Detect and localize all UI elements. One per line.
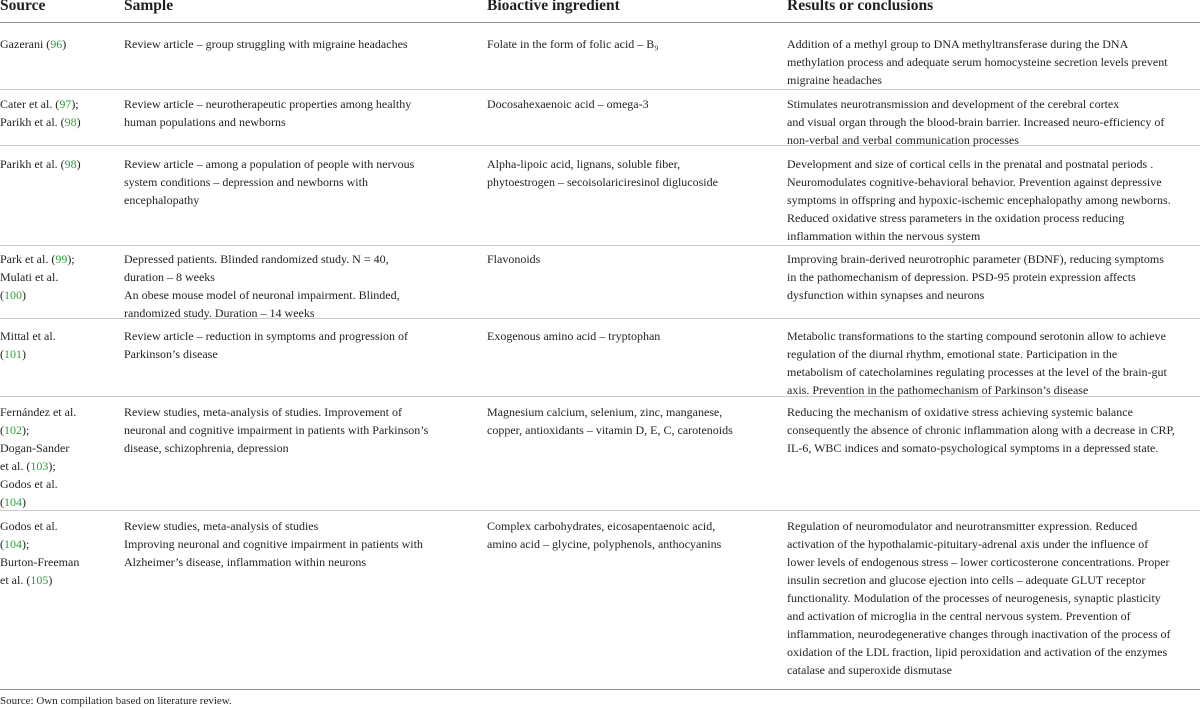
cell-sample: Review article – reduction in symptoms and progression of Parkinson’s disease — [124, 329, 408, 361]
citation-link[interactable]: 100 — [4, 288, 22, 302]
citation-link[interactable]: 104 — [4, 537, 22, 551]
cell-source — [0, 250, 118, 304]
cell-results: Development and size of cortical cells in the prenatal and postnatal periods . Neuromodulates cognitive-behavioral behavior. Prevention against depressive symptoms in offspring and hypoxic-ischemic encephalopathy among newborns. Reduced oxidative stress parameters in the oxidation process reducing inflammation within the nervous system — [787, 157, 1171, 243]
row-divider — [0, 89, 1200, 90]
source-text: ) — [22, 288, 26, 302]
citation-link[interactable]: 96 — [50, 37, 63, 51]
cell-sample: Review article – neurotherapeutic properties among healthy human populations and newborns — [124, 97, 412, 129]
source-text: Godos et al. ( — [0, 519, 58, 551]
cell-source — [0, 155, 118, 173]
cell-source — [0, 35, 118, 53]
cell-ingredient: Folate in the form of folic acid – B₉ — [487, 37, 659, 51]
header-results: Results or conclusions — [787, 0, 934, 14]
cell-sample: Review article – among a population of people with nervous system conditions – depression and newborns with encephalopathy — [124, 157, 415, 207]
source-text: Parikh et al. ( — [0, 157, 65, 171]
header-source: Source — [0, 0, 46, 14]
cell-results: Stimulates neurotransmission and development of the cerebral cortex and visual organ through the blood-brain barrier. Increased neuro-efficiency of non-verbal and verbal communication processes — [787, 97, 1165, 147]
cell-source — [0, 403, 118, 511]
row-divider — [0, 245, 1200, 246]
source-text: ); Godos et al. ( — [0, 459, 58, 509]
citation-link[interactable]: 98 — [64, 115, 77, 129]
source-text: ) — [76, 115, 81, 129]
header-sample: Sample — [124, 0, 174, 14]
source-text: ); Burton-Freeman et al. ( — [0, 537, 80, 587]
citation-link[interactable]: 105 — [30, 573, 49, 587]
table-footnote: Source: Own compilation based on literature review. — [0, 695, 232, 707]
source-text: Cater et al. ( — [0, 97, 60, 111]
cell-results: Reducing the mechanism of oxidative stress achieving systemic balance consequently the absence of chronic inflammation along with a decrease in CRP, IL-6, WBC indices and somato-psychological symptoms in a depressed state. — [787, 405, 1175, 455]
source-text: ) — [62, 37, 67, 51]
cell-sample: Review studies, meta-analysis of studies. Improvement of neuronal and cognitive impairment in patients with Parkinson’s disease, schizophrenia, depression — [124, 405, 429, 455]
source-text: ); Mulati et al. ( — [0, 252, 75, 302]
source-text: ) — [22, 347, 26, 361]
table-header — [0, 0, 1200, 22]
cell-sample: Review article – group struggling with migraine headaches — [124, 37, 408, 51]
source-text: ); Dogan-Sander et al. ( — [0, 423, 70, 473]
citation-link[interactable]: 97 — [59, 97, 72, 111]
cell-ingredient: Exogenous amino acid – tryptophan — [487, 329, 661, 343]
citation-link[interactable]: 98 — [64, 157, 77, 171]
cell-sample: Review studies, meta-analysis of studies Improving neuronal and cognitive impairment in patients with Alzheimer’s disease, inflammation within neurons — [124, 519, 423, 569]
citation-link[interactable]: 104 — [4, 495, 22, 509]
source-text: Mittal et al. ( — [0, 329, 56, 361]
cell-ingredient: Complex carbohydrates, eicosapentaenoic acid, amino acid – glycine, polyphenols, anthocyanins — [487, 519, 722, 551]
source-text: Gazerani ( — [0, 37, 51, 51]
cell-results: Improving brain-derived neurotrophic parameter (BDNF), reducing symptoms in the pathomechanism of depression. PSD-95 protein expression affects dysfunction within synapses and neurons — [787, 252, 1164, 302]
cell-sample: Depressed patients. Blinded randomized study. N = 40, duration – 8 weeks An obese mouse model of neuronal impairment. Blinded, randomized study. Duration – 14 weeks — [124, 252, 400, 320]
citation-link[interactable]: 101 — [4, 347, 22, 361]
cell-ingredient: Docosahexaenoic acid – omega-3 — [487, 97, 649, 111]
cell-source — [0, 327, 118, 363]
source-text: ) — [76, 157, 81, 171]
source-text: ); Parikh et al. ( — [0, 97, 79, 129]
cell-ingredient: Flavonoids — [487, 252, 541, 266]
cell-ingredient: Magnesium calcium, selenium, zinc, manganese, copper, antioxidants – vitamin D, E, C, carotenoids — [487, 405, 733, 437]
citation-link[interactable]: 99 — [55, 252, 68, 266]
cell-results: Regulation of neuromodulator and neurotransmitter expression. Reduced activation of the hypothalamic-pituitary-adrenal axis under the influence of lower levels of endogenous stress – lower corticosterone concentrations. Proper insulin secretion and glucose ejection into cells – adequate GLUT receptor functionality. Modulation of the processes of neurogenesis, synaptic plasticity and activation of microglia in the central nervous system. Prevention of inflammation, neurodegenerative changes through inactivation of the process of oxidation of the LDL fraction, lipid peroxidation and activation of the enzymes catalase and superoxide dismutase — [787, 519, 1171, 677]
row-divider — [0, 510, 1200, 511]
citation-link[interactable]: 103 — [30, 459, 49, 473]
header-bioactive-ingredient: Bioactive ingredient — [487, 0, 620, 14]
cell-source — [0, 95, 118, 131]
cell-results: Addition of a methyl group to DNA methyltransferase during the DNA methylation process and adequate serum homocysteine secretion levels prevent migraine headaches — [787, 37, 1168, 87]
source-text: Park et al. ( — [0, 252, 56, 266]
source-text: Fernández et al. ( — [0, 405, 77, 437]
source-text: ) — [22, 495, 26, 509]
header-rule — [0, 22, 1200, 23]
cell-ingredient: Alpha-lipoic acid, lignans, soluble fiber, phytoestrogen – secoisolariciresinol diglucoside — [487, 157, 718, 189]
cell-source — [0, 517, 118, 589]
citation-link[interactable]: 102 — [4, 423, 22, 437]
cell-results: Metabolic transformations to the starting compound serotonin allow to achieve regulation of the diurnal rhythm, emotional state. Participation in the metabolism of catecholamines regulating processes at the level of the brain-gut axis. Prevention in the pathomechanism of Parkinson’s disease — [787, 329, 1167, 397]
source-text: ) — [48, 573, 53, 587]
table-bottom-rule — [0, 689, 1200, 690]
